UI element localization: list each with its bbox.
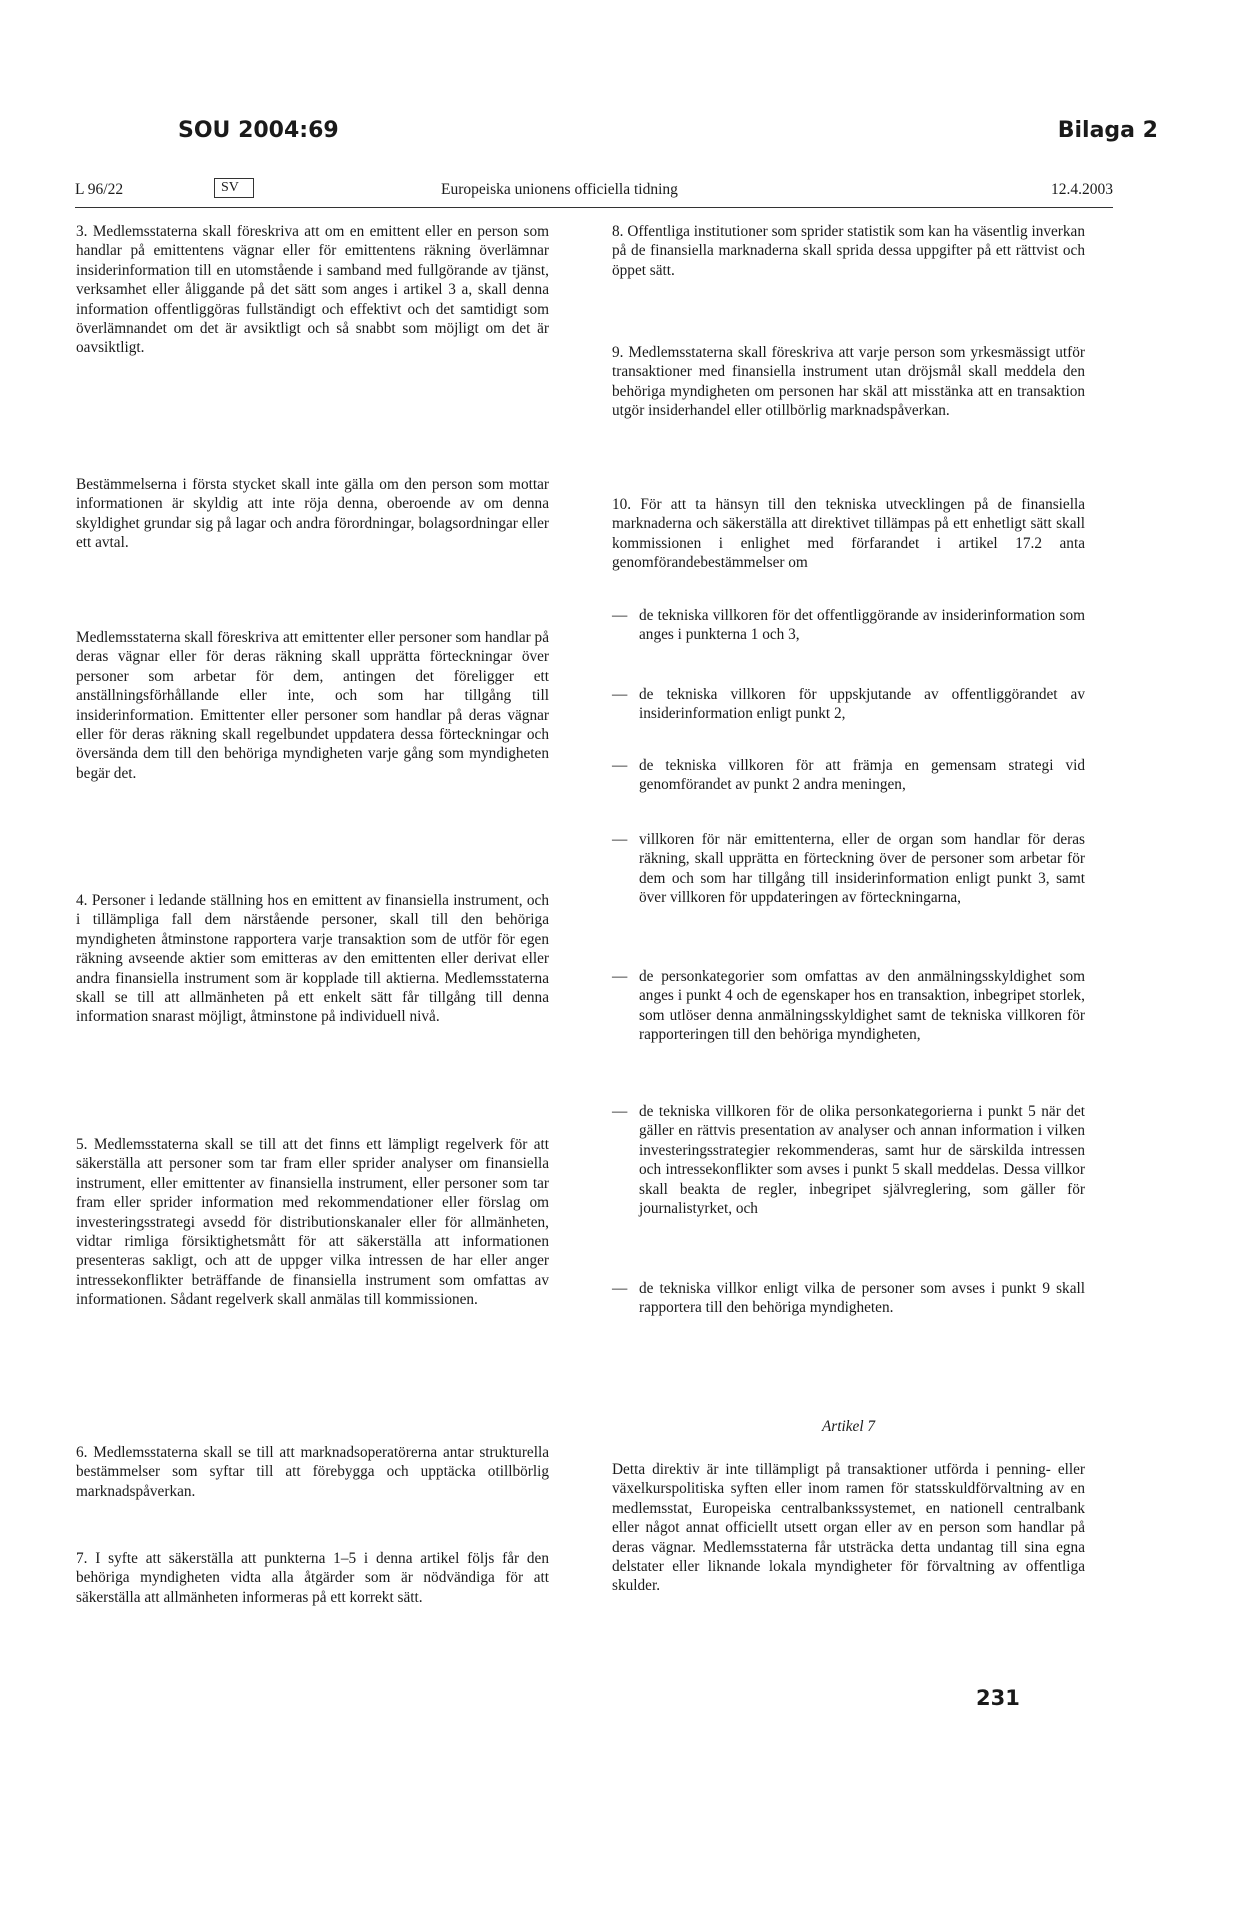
paragraph-9: 9. Medlemsstaterna skall föreskriva att varje person som yrkesmässigt utför transaktioner med finansiella instrument utan dröjsmål skall meddela den behöriga myndigheten om personen har skäl att misstänka att en transaktion utgör insiderhandel eller otillbörlig marknadspåverkan. <box>612 344 1085 420</box>
paragraph-8: 8. Offentliga institutioner som sprider statistik som kan ha väsentlig inverkan på de finansiella marknaderna skall sprida dessa uppgifter på ett rättvist och öppet sätt. <box>612 223 1085 279</box>
article-title: Artikel 7 <box>821 1418 876 1435</box>
list-item <box>612 1279 1085 1318</box>
list-dash: — <box>612 757 628 774</box>
paragraph-10: 10. För att ta hänsyn till den tekniska utvecklingen på de finansiella marknaderna och säkerställa att direktivet tillämpas på ett enhetligt sätt skall kommissionen i enlighet med förfarandet i artikel 17.2 anta genomförandebestämmelser om <box>612 496 1085 572</box>
paragraph-3-second: Bestämmelserna i första stycket skall inte gälla om den person som mottar informationen är skyldig att inte röja denna, oberoende av om denna skyldighet grundar sig på lagar och andra förordningar, bolagsordningar eller ett avtal. <box>76 476 549 552</box>
list-item-text: de tekniska villkoren för det offentliggörande av insiderinformation som anges i punkterna 1 och 3, <box>639 607 1085 644</box>
paragraph-3: 3. Medlemsstaterna skall föreskriva att om en emittent eller en person som handlar på emittentens vägnar eller för emittentens räkning överlämnar insiderinformation till en utomstående i samband med fullgörande av tjänst, verksamhet eller åliggande på det sätt som anges i artikel 3 a, skall denna information offentliggöras fullständigt och effektivt och det samtidigt som överlämnandet om det är avsiktligt och så snabbt som möjligt om det är oavsiktligt. <box>76 223 549 357</box>
page-number: 231 <box>976 1686 1020 1710</box>
list-item <box>612 756 1085 795</box>
list-item-text: villkoren för när emittenterna, eller de organ som handlar för deras räkning, skall upprätta en förteckning över de personer som arbetar för dem och som har tillgång till insiderinformation enligt punkt 3, samt över villkoren för uppdateringen av förteckningarna, <box>639 831 1085 907</box>
paragraph-3-third: Medlemsstaterna skall föreskriva att emittenter eller personer som handlar på deras vägnar eller för deras räkning skall upprätta förteckningar över personer som arbetar för dem, antingen det föreligger ett anställningsförhållande eller inte, och som har tillgång till insiderinformation. Emittenter eller personer som handlar på deras vägnar eller för deras räkning skall regelbundet uppdatera dessa förteckningar och översända dem till den behöriga myndigheten varje gång som myndigheten begär det. <box>76 629 549 782</box>
list-item-text: de tekniska villkoren för att främja en gemensam strategi vid genomförandet av punkt 2 andra meningen, <box>639 757 1085 794</box>
list-dash: — <box>612 1280 628 1297</box>
list-dash: — <box>612 968 628 985</box>
list-item <box>612 967 1085 1045</box>
journal-date: 12.4.2003 <box>1051 181 1113 198</box>
list-dash: — <box>612 1103 628 1120</box>
header-rule <box>75 207 1113 208</box>
list-item <box>612 606 1085 645</box>
list-item <box>612 830 1085 908</box>
list-item <box>612 1102 1085 1218</box>
article-7-text: Detta direktiv är inte tillämpligt på transaktioner utförda i penning- eller växelkurspolitiska syften eller inom ramen för statsskuldförvaltning av en medlemsstat, Europeiska centralbankssystemet, en nationell centralbank eller något annat officiellt utsett organ eller av en person som handlar på deras vägnar. Medlemsstaterna får utsträcka detta undantag till sina egna delstater eller liknande lokala myndigheter för förvaltning av offentliga skulder. <box>612 1461 1085 1595</box>
list-dash: — <box>612 686 628 703</box>
journal-reference: L 96/22 <box>75 181 124 198</box>
list-item <box>612 685 1085 724</box>
list-item-text: de tekniska villkoren för uppskjutande av offentliggörandet av insiderinformation enligt punkt 2, <box>639 686 1085 723</box>
report-id: SOU 2004:69 <box>178 118 339 143</box>
paragraph-5: 5. Medlemsstaterna skall se till att det finns ett lämpligt regelverk för att säkerställa att personer som tar fram eller sprider analyser om finansiella instrument, eller emittenter av finansiella instrument, eller personer som tar fram eller sprider information med rekommendationer eller förslag om investeringsstrategi avsedd för distributionskanaler eller för allmänheten, vidtar rimliga försiktighetsmått för att säkerställa att informationen presenteras sakligt, och att de uppger vilka intressen de har eller anger intressekonflikter beträffande de finansiella instrument som omfattas av informationen. Sådant regelverk skall anmälas till kommissionen. <box>76 1136 549 1309</box>
paragraph-7: 7. I syfte att säkerställa att punkterna 1–5 i denna artikel följs får den behöriga myndigheten vidta alla åtgärder som är nödvändiga för att säkerställa att allmänheten informeras på ett korrekt sätt. <box>76 1550 549 1606</box>
paragraph-6: 6. Medlemsstaterna skall se till att marknadsoperatörerna antar strukturella bestämmelser som syftar till att förebygga och upptäcka otillbörlig marknadspåverkan. <box>76 1444 549 1500</box>
annex-label: Bilaga 2 <box>1057 118 1158 143</box>
journal-title: Europeiska unionens officiella tidning <box>441 181 678 198</box>
paragraph-4: 4. Personer i ledande ställning hos en emittent av finansiella instrument, och i tillämpliga fall dem närstående personer, skall till den behöriga myndigheten åtminstone rapportera varje transaktion som de utför för egen räkning avseende aktier som emitteras av den emittenten eller derivat eller andra finansiella instrument som är kopplade till aktierna. Medlemsstaterna skall se till att allmänheten på ett enkelt sätt får tillgång till denna information snarast möjligt, åtminstone på individuell nivå. <box>76 892 549 1026</box>
list-item-text: de personkategorier som omfattas av den anmälningsskyldighet som anges i punkt 4 och de egenskaper hos en transaktion, inbegripet storlek, som utlöser denna anmälningsskyldighet samt de tekniska villkoren för rapporteringen till den behöriga myndigheten, <box>639 968 1085 1044</box>
list-item-text: de tekniska villkoren för de olika personkategorierna i punkt 5 när det gäller en rättvis presentation av analyser och annan information i vilken investeringsstrategier rekommenderas, samt hur de särskilda intressen och intressekonflikter som avses i punkt 5 skall meddelas. Dessa villkor skall beakta de regler, inbegripet självreglering, som gäller för journalistyrket, och <box>639 1103 1085 1218</box>
list-item-text: de tekniska villkor enligt vilka de personer som avses i punkt 9 skall rapportera till den behöriga myndigheten. <box>639 1280 1085 1317</box>
list-dash: — <box>612 607 628 624</box>
language-box: SV <box>214 178 254 198</box>
list-dash: — <box>612 831 628 848</box>
